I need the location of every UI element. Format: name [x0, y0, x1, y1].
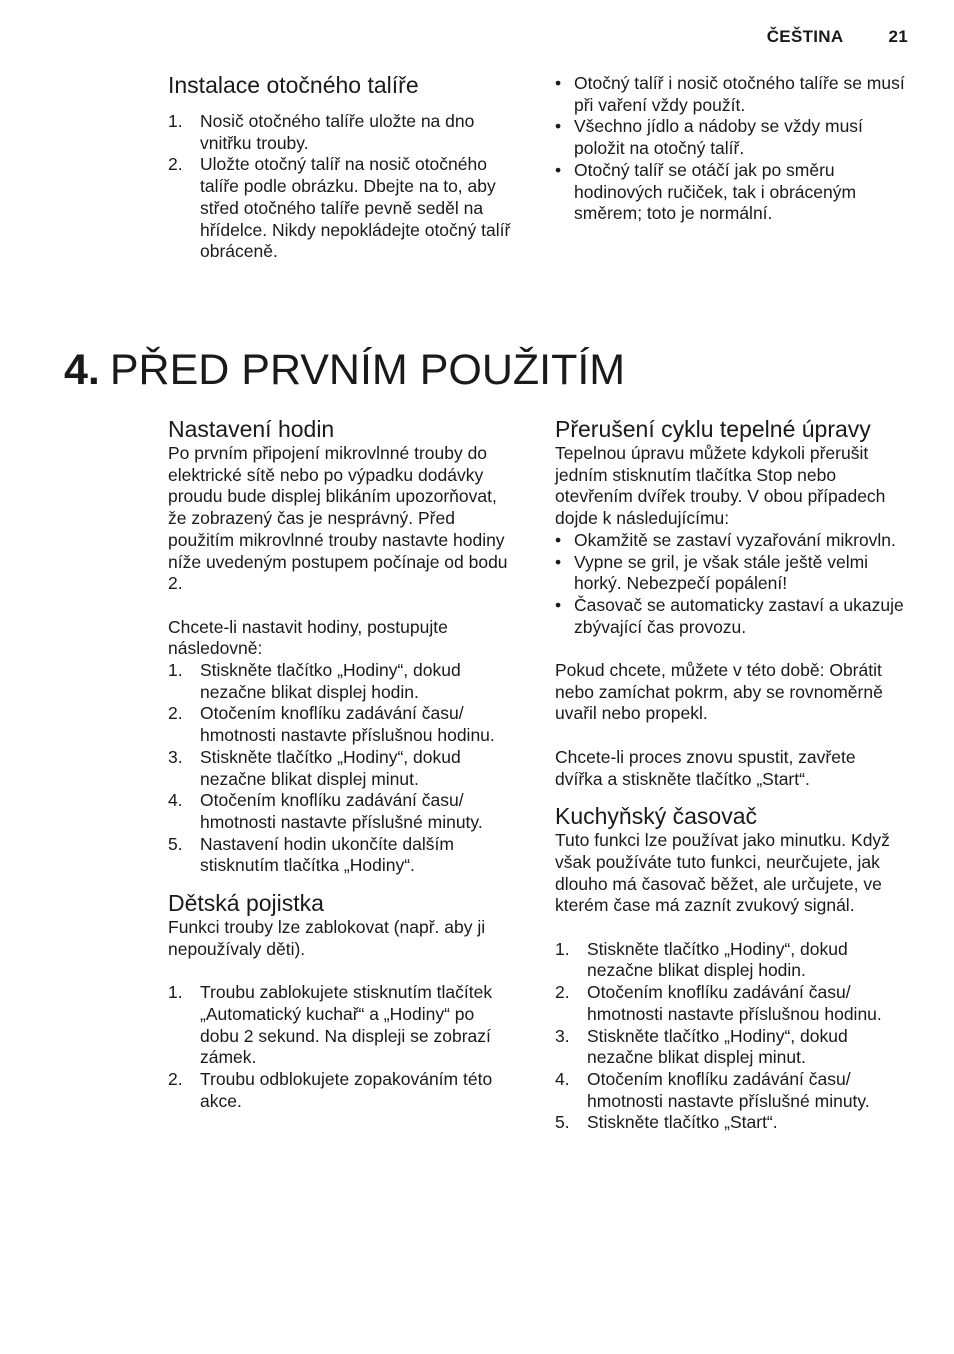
list-item: 1. Stiskněte tlačítko „Hodiny“, dokud nezačne blikat displej hodin.	[168, 660, 461, 702]
childlock-steps	[168, 982, 518, 1112]
list-item: 1. Troubu zablokujete stisknutím tlačítek „Automatický kuchař“ a „Hodiny“ po dobu 2 sekund. Na displeji se zobrazí zámek.	[168, 982, 493, 1068]
list-item: 2. Otočením knoflíku zadávání času/ hmotnosti nastavte příslušnou hodinu.	[555, 982, 882, 1024]
interrupt-bullets	[555, 530, 905, 639]
list-item: • Okamžitě se zastaví vyzařování mikrovln.	[555, 529, 896, 550]
clock-lead: Chcete-li nastavit hodiny, postupujte následovně:	[168, 616, 448, 659]
install-title: Instalace otočného talíře	[168, 72, 419, 98]
page-number: 21	[888, 27, 908, 46]
interrupt-title: Přerušení cyklu tepelné úpravy	[555, 416, 871, 442]
timer-title: Kuchyňský časovač	[555, 803, 757, 830]
chapter-heading	[64, 344, 625, 396]
list-item: • Vypne se gril, je však stále ještě velmi horký. Nebezpečí popálení!	[555, 551, 869, 594]
list-item: 3. Stiskněte tlačítko „Hodiny“, dokud nezačne blikat displej minut.	[555, 1025, 848, 1068]
page-header	[767, 27, 908, 47]
list-item: 1. Stiskněte tlačítko „Hodiny“, dokud nezačne blikat displej hodin.	[555, 938, 848, 981]
right-column	[555, 416, 905, 1134]
childlock-intro: Funkci trouby lze zablokovat (např. aby ji nepoužívaly děti).	[168, 917, 486, 959]
childlock-title: Dětská pojistka	[168, 890, 324, 917]
clock-intro: Po prvním připojení mikrovlnné trouby do elektrické sítě nebo po výpadku dodávky proudu bude displej blikáním upozorňovat, že zobrazený čas je nesprávný. Před použitím mikrovlnné trouby nastavte hodiny níže uvedeným postupem počínaje od bodu 2.	[168, 443, 508, 594]
interrupt-para2: Pokud chcete, můžete v této době: Obrátit nebo zamíchat pokrm, aby se rovnoměrně uvařil nebo propekl.	[555, 660, 883, 724]
list-item: 2. Troubu odblokujete zopakováním této akce.	[168, 1068, 493, 1111]
left-column	[168, 416, 518, 1112]
chapter-title: PŘED PRVNÍM POUŽITÍM	[109, 346, 626, 394]
list-item: 4. Otočením knoflíku zadávání času/ hmotnosti nastavte příslušné minuty.	[555, 1068, 870, 1111]
list-item: 2. Uložte otočný talíř na nosič otočného talíře podle obrázku. Dbejte na to, aby střed otočného talíře pevně seděl na hřídelce. Nikdy nepokládejte otočný talíř obráceně.	[168, 154, 511, 262]
list-item: 2. Otočením knoflíku zadávání času/ hmotnosti nastavte příslušnou hodinu.	[168, 703, 495, 746]
timer-steps	[555, 939, 905, 1134]
timer-intro: Tuto funkci lze používat jako minutku. Když však používáte tuto funkci, neurčujete, jak dlouho má časovač běžet, ale určujete, ve kterém čase má zaznít zvukový signál.	[555, 830, 890, 916]
install-section	[168, 72, 518, 263]
install-steps	[168, 111, 518, 263]
list-item: 4. Otočením knoflíku zadávání času/ hmotnosti nastavte příslušné minuty.	[168, 790, 483, 832]
list-item: 5. Nastavení hodin ukončíte dalším stisknutím tlačítka „Hodiny“.	[168, 833, 454, 876]
list-item: 5. Stiskněte tlačítko „Start“.	[555, 1112, 778, 1133]
list-item: • Otočný talíř i nosič otočného talíře se musí při vaření vždy použít.	[555, 73, 905, 115]
clock-title: Nastavení hodin	[168, 416, 335, 442]
list-item: • Všechno jídlo a nádoby se vždy musí položit na otočný talíř.	[555, 116, 863, 159]
list-item: 3. Stiskněte tlačítko „Hodiny“, dokud nezačne blikat displej minut.	[168, 746, 461, 789]
list-item: • Otočný talíř se otáčí jak po směru hodinových ručiček, tak i obráceným směrem; toto je normální.	[555, 159, 857, 224]
list-item: • Časovač se automaticky zastaví a ukazuje zbývající čas provozu.	[555, 594, 904, 637]
header-language: ČEŠTINA	[766, 27, 844, 46]
list-item: 1. Nosič otočného talíře uložte na dno vnitřku trouby.	[168, 111, 475, 153]
interrupt-intro: Tepelnou úpravu můžete kdykoli přerušit jedním stisknutím tlačítka Stop nebo otevřením dvířek trouby. V obou případech dojde k následujícímu:	[555, 443, 886, 529]
clock-steps	[168, 660, 518, 877]
chapter-number: 4.	[64, 346, 100, 394]
interrupt-para3: Chcete-li proces znovu spustit, zavřete dvířka a stiskněte tlačítko „Start“.	[555, 746, 856, 789]
install-notes	[555, 73, 905, 225]
